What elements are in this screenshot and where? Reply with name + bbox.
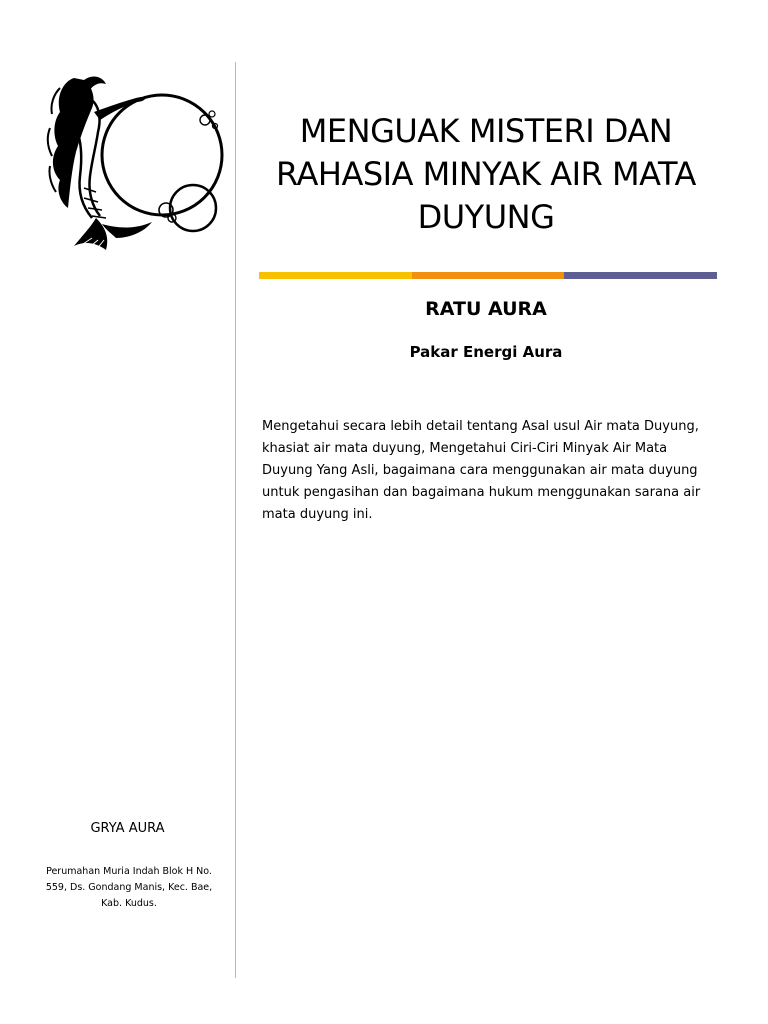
author-role: Pakar Energi Aura — [409, 343, 563, 361]
title-color-bar — [259, 272, 717, 279]
color-bar-yellow-segment — [259, 272, 412, 279]
color-bar-purple-segment — [564, 272, 717, 279]
mermaid-logo-icon — [40, 68, 226, 258]
organization-address: Perumahan Muria Indah Blok H No. 559, Ds. Gondang Manis, Kec. Bae, Kab. Kudus. — [45, 866, 213, 909]
organization-name: GRYA AURA — [90, 821, 165, 836]
document-title: MENGUAK MISTERI DAN RAHASIA MINYAK AIR MATA DUYUNG — [276, 112, 696, 236]
abstract-text: Mengetahui secara lebih detail tentang Asal usul Air mata Duyung, khasiat air mata duyung, Mengetahui Ciri-Ciri Minyak Air Mata Duyung Yang Asli, bagaimana cara menggunakan air mata duyung untuk pengasihan dan bagaimana hukum menggunakan sarana air mata duyung ini. — [262, 419, 701, 522]
author-name: RATU AURA — [425, 298, 547, 320]
color-bar-orange-segment — [412, 272, 565, 279]
vertical-divider — [235, 62, 236, 978]
